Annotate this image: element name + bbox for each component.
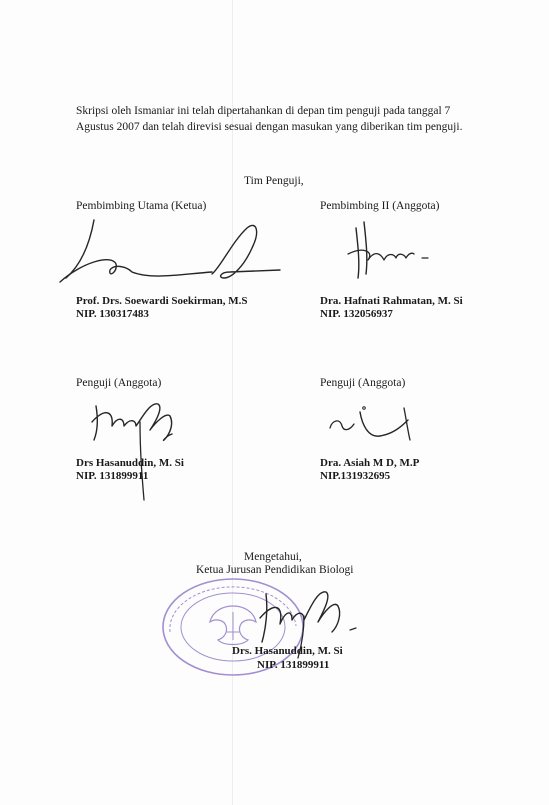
- team-heading: Tim Penguji,: [244, 175, 304, 187]
- examiner-1-name: Prof. Drs. Soewardi Soekirman, M.S: [76, 295, 248, 307]
- approval-label: Mengetahui,: [244, 551, 302, 563]
- examiner-1-nip: NIP. 130317483: [76, 308, 149, 320]
- examiner-4-nip: NIP.131932695: [320, 470, 391, 482]
- signature-examiner-3: [84, 396, 194, 506]
- approval-name: Drs. Hasanuddin, M. Si: [232, 645, 343, 657]
- examiner-2-role: Pembimbing II (Anggota): [320, 200, 440, 212]
- examiner-1-role: Pembimbing Utama (Ketua): [76, 200, 207, 212]
- examiner-4-name: Dra. Asiah M D, M.P: [320, 457, 420, 469]
- intro-line-2: Agustus 2007 dan telah direvisi sesuai dengan masukan yang diberikan tim penguji.: [76, 120, 463, 133]
- intro-line-1: Skripsi oleh Ismaniar ini telah dipertahankan di depan tim penguji pada tanggal 7: [76, 105, 451, 117]
- intro-paragraph: [76, 104, 472, 135]
- approval-nip: NIP. 131899911: [257, 659, 330, 671]
- signature-examiner-1: [52, 212, 292, 292]
- signature-examiner-2: [344, 218, 434, 284]
- examiner-2-nip: NIP. 132056937: [320, 308, 393, 320]
- approval-position: Ketua Jurusan Pendidikan Biologi: [196, 564, 354, 576]
- examiner-3-name: Drs Hasanuddin, M. Si: [76, 457, 184, 469]
- examiner-3-nip: NIP. 131899911: [76, 470, 149, 482]
- examiner-4-role: Penguji (Anggota): [320, 377, 406, 389]
- examiner-3-role: Penguji (Anggota): [76, 377, 162, 389]
- examiner-2-name: Dra. Hafnati Rahmatan, M. Si: [320, 295, 463, 307]
- signature-examiner-4: [324, 398, 424, 448]
